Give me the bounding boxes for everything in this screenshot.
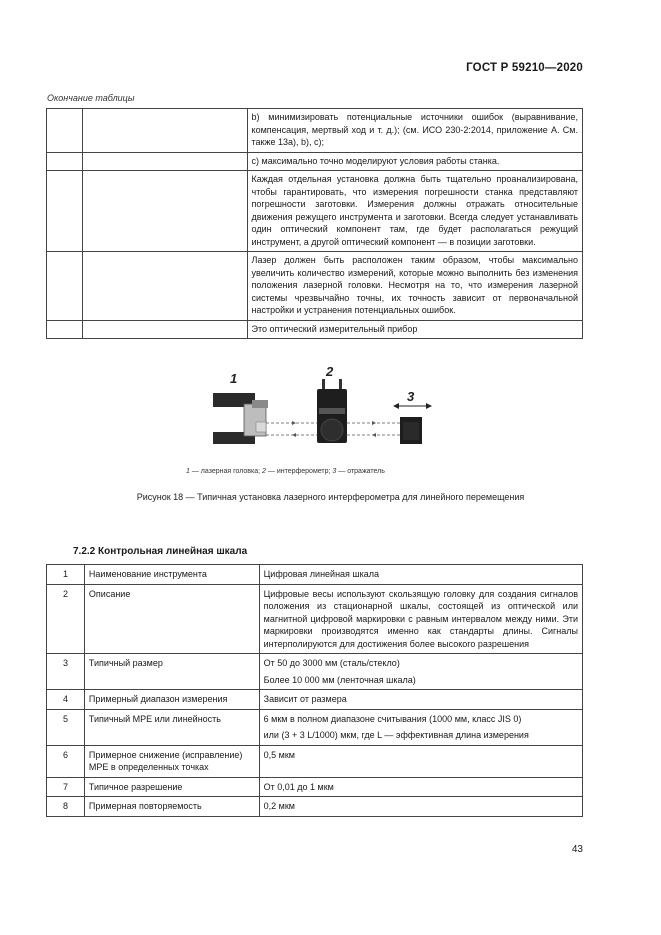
row-number: 1 <box>47 565 85 585</box>
row-value <box>259 745 582 777</box>
row-name: Типичный MPE или линейность <box>84 709 259 745</box>
row-number: 2 <box>47 584 85 654</box>
legend-number-1: 1 <box>186 468 190 475</box>
table-cell-name <box>82 152 247 171</box>
legend-text-2: — интерферометр; <box>265 468 333 475</box>
value-line: Зависит от размера <box>263 694 347 704</box>
interferometer-illustration <box>317 379 347 443</box>
row-name: Примерный диапазон измерения <box>84 690 259 710</box>
linear-scale-table <box>46 564 583 817</box>
row-name: Примерная повторяемость <box>84 797 259 817</box>
row-value <box>259 565 582 585</box>
table-cell-value <box>247 109 582 153</box>
row-name: Типичное разрешение <box>84 777 259 797</box>
row-name: Описание <box>84 584 259 654</box>
table-cell-number <box>47 171 83 252</box>
value-line: От 0,01 до 1 мкм <box>263 781 334 792</box>
row-number: 4 <box>47 690 85 710</box>
table-row <box>47 320 583 339</box>
interferometer-figure <box>200 360 460 460</box>
table-row <box>47 654 583 690</box>
row-number: 5 <box>47 709 85 745</box>
row-number: 8 <box>47 797 85 817</box>
row-value <box>259 777 582 797</box>
value-line: или (3 + 3 L/1000) мкм, где L — эффективная длина измерения <box>263 730 529 740</box>
row-name: Примерное снижение (исправление) MPE в определенных точках <box>84 745 259 777</box>
row-value <box>259 709 582 745</box>
table-row <box>47 171 583 252</box>
table-row <box>47 565 583 585</box>
paragraph: Это оптический измерительный прибор <box>251 323 418 334</box>
table-cell-value <box>247 252 582 321</box>
paragraph: c) максимально точно моделируют условия работы станка. <box>251 155 500 166</box>
figure-label-3: 3 <box>407 389 415 404</box>
table-cell-number <box>47 252 83 321</box>
value-line: 6 мкм в полном диапазоне считывания (1000 мм, класс JIS 0) <box>263 713 522 724</box>
paragraph: Лазер должен быть расположен таким образом, чтобы максимально увеличить количество измерений, которые можно выполнить без изменения положения лазерной головки. Несмотря на то, что измерения лазерной системы чрезвычайно точны, их точность зависит от первоначальной настройки и устранения потенциальных ошибок. <box>251 255 578 315</box>
row-name: Типичный размер <box>84 654 259 690</box>
legend-text-3: — отражатель <box>336 468 385 475</box>
laser-head-illustration <box>213 393 268 444</box>
value-line: От 50 до 3000 мм (сталь/стекло) <box>263 658 400 668</box>
table-cell-name <box>82 109 247 153</box>
value-line: 0,5 мкм <box>263 749 295 760</box>
section-title: 7.2.2 Контрольная линейная шкала <box>73 546 248 557</box>
value-line: 0,2 мкм <box>263 801 295 811</box>
row-value <box>259 584 582 654</box>
paragraph: b) минимизировать потенциальные источники ошибок (выравнивание, компенсация, мертвый ход и т. д.); (см. ИСО 230-2:2014, приложение А. См. также 13а), b), c); <box>251 112 578 147</box>
figure-label-2: 2 <box>326 364 334 379</box>
row-number: 3 <box>47 654 85 690</box>
value-line: Цифровые весы используют скользящую головку для создания сигналов положения из стационарной шкалы, состоящей из оптической или магнитной цифровой маркировки с равным интервалом между ними. Эти маркировки производятся именно как стандарты длины. Сигналы интерполируются для достижения более высокого разрешения <box>263 588 578 649</box>
row-value <box>259 654 582 690</box>
table-row <box>47 109 583 153</box>
table-cell-name <box>82 252 247 321</box>
value-line: Цифровая линейная шкала <box>263 569 380 579</box>
table-row <box>47 745 583 777</box>
table-cell-number <box>47 320 83 339</box>
row-name: Наименование инструмента <box>84 565 259 585</box>
table-row <box>47 152 583 171</box>
table-cell-value <box>247 171 582 252</box>
figure-label-1: 1 <box>230 371 238 386</box>
table-cell-value <box>247 320 582 339</box>
legend-number-3: 3 <box>332 468 337 475</box>
table-continuation-label: Окончание таблицы <box>47 93 135 103</box>
continuation-table <box>46 108 583 339</box>
value-line: Более 10 000 мм (ленточная шкала) <box>263 674 416 685</box>
table-cell-name <box>82 171 247 252</box>
page-number: 43 <box>571 844 583 855</box>
row-value <box>259 797 582 817</box>
legend-text-1: — лазерная головка; <box>189 468 263 475</box>
figure-legend <box>186 468 385 475</box>
figure-caption: Рисунок 18 — Типичная установка лазерного интерферометра для линейного перемещения <box>136 492 525 502</box>
table-cell-value <box>247 152 582 171</box>
table-cell-number <box>47 152 83 171</box>
table-row <box>47 584 583 654</box>
table-row <box>47 797 583 817</box>
legend-number-2: 2 <box>262 468 266 475</box>
table-row <box>47 777 583 797</box>
paragraph: Каждая отдельная установка должна быть тщательно проанализирована, чтобы гарантировать, что измерения погрешности станка представляют погрешности заготовки. Измерения должны отражать относительные движения режущего инструмента и заготовки. Всегда следует устанавливать один оптический компонент там, где будет располагаться режущий инструмент, а другой оптический компонент — в позиции заготовки. <box>251 174 578 247</box>
table-row <box>47 690 583 710</box>
row-value <box>259 690 582 710</box>
document-id: ГОСТ Р 59210—2020 <box>466 62 583 74</box>
reflector-illustration <box>393 403 432 444</box>
table-cell-name <box>82 320 247 339</box>
row-number: 6 <box>47 745 85 777</box>
table-row <box>47 252 583 321</box>
table-cell-number <box>47 109 83 153</box>
row-number: 7 <box>47 777 85 797</box>
table-row <box>47 709 583 745</box>
